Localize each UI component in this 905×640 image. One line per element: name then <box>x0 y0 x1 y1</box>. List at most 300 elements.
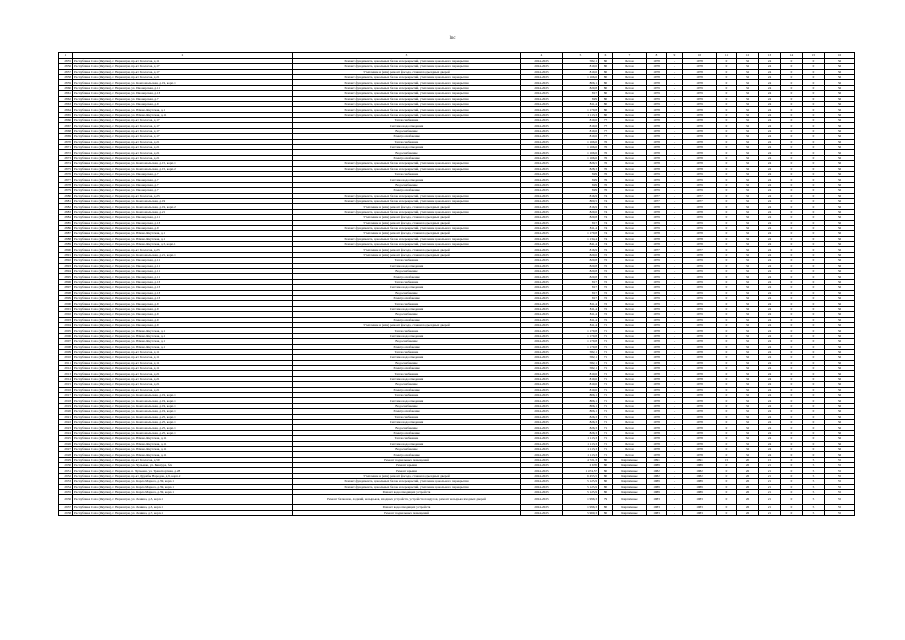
table-cell: 826,5 <box>563 161 599 166</box>
table-cell: 0 <box>803 312 825 317</box>
table-cell: 0 <box>781 161 803 166</box>
table-cell: 32 <box>737 96 759 101</box>
table-cell: - <box>667 269 683 274</box>
table-cell: 0 <box>781 349 803 354</box>
table-cell: 56 <box>825 263 855 268</box>
table-cell: 2024-2025 <box>521 376 563 381</box>
column-header: 5 <box>563 53 599 59</box>
table-cell: 0 <box>781 317 803 322</box>
table-cell: 2024-2025 <box>521 85 563 90</box>
table-cell: 24 <box>759 193 781 198</box>
table-cell: 829 <box>563 182 599 187</box>
table-cell: Бетон <box>613 107 647 112</box>
table-cell: 0 <box>717 58 737 63</box>
table-cell: Бетон <box>613 339 647 344</box>
table-cell: Бетон <box>613 220 647 225</box>
table-cell: 2919 <box>59 403 73 408</box>
table-cell: Водоснабжение <box>293 339 521 344</box>
table-cell: 0 <box>803 139 825 144</box>
table-cell: 26 <box>737 473 759 478</box>
table-cell: 1979 <box>647 285 667 290</box>
table-cell: 2860 <box>59 85 73 90</box>
table-cell: 2877 <box>59 177 73 182</box>
table-cell: 76 <box>599 150 613 155</box>
table-cell: Электроснабжение <box>293 134 521 139</box>
table-cell: 819,6 <box>563 134 599 139</box>
table-cell: 71 <box>599 355 613 360</box>
table-cell: Кирпичные <box>613 479 647 484</box>
table-cell: 0 <box>803 177 825 182</box>
table-cell: 1978 <box>683 64 717 69</box>
table-cell: Электроснабжение <box>293 155 521 160</box>
table-cell: Система водоотведения <box>293 263 521 268</box>
table-cell: 1978 <box>683 107 717 112</box>
table-cell: 0 <box>781 128 803 133</box>
table-cell: 0 <box>717 360 737 365</box>
table-cell: - <box>667 204 683 209</box>
table-cell: 0 <box>803 118 825 123</box>
table-cell: Республика Саха (Якутия), г. Нерюнгри, ул. Комсомольская, д.19, корп.1 <box>73 403 293 408</box>
table-cell: 56 <box>825 236 855 241</box>
table-cell: 24 <box>759 403 781 408</box>
table-cell: 32 <box>737 398 759 403</box>
table-cell: 80 <box>599 58 613 63</box>
table-cell: 1978 <box>647 355 667 360</box>
table-cell: 0 <box>803 134 825 139</box>
table-cell: 1979 <box>683 182 717 187</box>
table-cell: 80 <box>599 74 613 79</box>
table-cell: 0 <box>803 295 825 300</box>
table-cell: Республика Саха (Якутия), г. Нерюнгри, ул. Комсомольская, д.25, корп.1 <box>73 414 293 419</box>
table-cell: 2024-2025 <box>521 333 563 338</box>
table-cell: 0 <box>717 101 737 106</box>
table-cell: 72 <box>599 317 613 322</box>
table-cell: 0 <box>781 252 803 257</box>
table-cell: 32 <box>737 123 759 128</box>
page-title: lnc <box>449 36 456 41</box>
column-header: 4 <box>521 53 563 59</box>
table-cell: 0 <box>781 150 803 155</box>
table-cell: 72 <box>599 263 613 268</box>
table-cell: - <box>667 252 683 257</box>
table-cell: - <box>667 118 683 123</box>
table-cell: - <box>667 425 683 430</box>
table-cell: 2024-2025 <box>521 166 563 171</box>
table-cell: 2024-2025 <box>521 177 563 182</box>
table-cell: 32 <box>737 409 759 414</box>
table-cell: 24 <box>759 101 781 106</box>
table-cell: - <box>667 139 683 144</box>
table-cell: 2922 <box>59 419 73 424</box>
table-cell: 2897 <box>59 285 73 290</box>
table-cell: 0 <box>717 204 737 209</box>
table-cell: 24 <box>759 112 781 117</box>
table-cell: 1979 <box>647 258 667 263</box>
table-cell: 1979 <box>647 301 667 306</box>
table-cell: 15 <box>717 457 737 462</box>
table-cell: 1983 <box>683 505 717 510</box>
table-cell: 56 <box>825 355 855 360</box>
table-cell: 24 <box>759 150 781 155</box>
table-cell: Республика Саха (Якутия), г. Нерюнгри, пр-кт Геологов, д.17 <box>73 134 293 139</box>
table-cell: Водоснабжение <box>293 382 521 387</box>
table-cell: Бетон <box>613 139 647 144</box>
table-cell: 1979 <box>647 225 667 230</box>
table-cell: 24 <box>759 306 781 311</box>
table-cell: 24 <box>759 231 781 236</box>
table-cell: 0 <box>717 220 737 225</box>
table-cell: 1982 <box>647 468 667 473</box>
table-cell: 56 <box>825 182 855 187</box>
table-cell: 56 <box>825 414 855 419</box>
table-cell: 1978 <box>647 366 667 371</box>
table-cell: 0 <box>781 172 803 177</box>
table-cell: 2024-2025 <box>521 430 563 435</box>
table-cell: 24 <box>759 128 781 133</box>
table-cell: 0 <box>717 446 737 451</box>
table-cell: Республика Саха (Якутия), г. Нерюнгри, ул. Пионерская, д.13 <box>73 220 293 225</box>
table-cell: 0 <box>717 295 737 300</box>
table-cell: 0 <box>717 355 737 360</box>
table-cell: 811,4 <box>563 312 599 317</box>
table-cell: 1978 <box>647 64 667 69</box>
table-cell: 32 <box>737 145 759 150</box>
table-cell: 2912 <box>59 366 73 371</box>
table-cell: 2024-2025 <box>521 393 563 398</box>
table-cell: 1978 <box>683 333 717 338</box>
table-cell: Бетон <box>613 247 647 252</box>
table-cell: Бетон <box>613 128 647 133</box>
table-cell: 0 <box>717 215 737 220</box>
table-cell: Ремонт фундамента, цокольных балок и перекрытий, утепление цокольного перекрытия <box>293 242 521 247</box>
table-cell: - <box>667 166 683 171</box>
table-cell: 24 <box>759 349 781 354</box>
table-cell: 56 <box>825 419 855 424</box>
table-cell: Бетон <box>613 333 647 338</box>
table-cell: 2024-2025 <box>521 74 563 79</box>
table-cell: 0 <box>803 269 825 274</box>
table-cell: 1 179,8 <box>563 231 599 236</box>
table-cell: 5 <box>803 505 825 510</box>
table-cell: 1979 <box>683 225 717 230</box>
column-header: 16 <box>825 53 855 59</box>
table-cell: 2024-2025 <box>521 468 563 473</box>
table-cell: - <box>667 193 683 198</box>
table-cell: 56 <box>825 112 855 117</box>
table-cell: 2024-2025 <box>521 91 563 96</box>
table-cell: 2893 <box>59 263 73 268</box>
table-cell: - <box>667 387 683 392</box>
table-cell: 76 <box>599 172 613 177</box>
table-cell: 1977 <box>647 193 667 198</box>
table-cell: 0 <box>781 91 803 96</box>
table-cell: 1978 <box>647 74 667 79</box>
table-cell: 2024-2025 <box>521 355 563 360</box>
table-cell: 1979 <box>647 279 667 284</box>
table-cell: - <box>667 328 683 333</box>
table-cell: 2924 <box>59 430 73 435</box>
table-cell: Теплоснабжение <box>293 139 521 144</box>
table-cell: - <box>667 145 683 150</box>
table-cell: 32 <box>737 107 759 112</box>
table-cell: 2921 <box>59 414 73 419</box>
table-cell: 1978 <box>647 344 667 349</box>
table-cell: 24 <box>759 274 781 279</box>
table-cell: 2024-2025 <box>521 441 563 446</box>
table-cell: 1978 <box>683 80 717 85</box>
table-cell: 0 <box>781 155 803 160</box>
table-cell: 1989 <box>683 490 717 495</box>
table-cell: - <box>667 225 683 230</box>
table-cell: Бетон <box>613 118 647 123</box>
table-cell: 1978 <box>647 419 667 424</box>
table-cell: 80 <box>599 69 613 74</box>
table-cell: 5 <box>803 479 825 484</box>
table-cell: Республика Саха (Якутия), г. Нерюнгри, пр-кт Геологов, д.21 <box>73 150 293 155</box>
table-cell: 0 <box>781 209 803 214</box>
table-cell: 0 <box>717 263 737 268</box>
table-cell: 21 <box>759 505 781 510</box>
table-cell: Теплоснабжение <box>293 301 521 306</box>
table-cell: 74 <box>599 193 613 198</box>
table-cell: 0 <box>781 193 803 198</box>
table-cell: Водоснабжение <box>293 312 521 317</box>
table-cell: 24 <box>759 290 781 295</box>
table-cell: 56 <box>825 123 855 128</box>
column-header: 6 <box>599 53 613 59</box>
table-cell: 1977 <box>647 247 667 252</box>
table-cell: 0 <box>717 252 737 257</box>
table-cell: Теплоснабжение <box>293 258 521 263</box>
table-cell: 24 <box>759 371 781 376</box>
table-cell: - <box>667 473 683 478</box>
table-cell: 56 <box>825 198 855 203</box>
table-cell: 2872 <box>59 150 73 155</box>
table-cell: 0 <box>803 441 825 446</box>
table-cell: 0 <box>717 69 737 74</box>
table-cell: Теплоснабжение <box>293 349 521 354</box>
table-cell: 0 <box>781 134 803 139</box>
table-cell: Водоснабжение <box>293 128 521 133</box>
table-cell: 0 <box>781 58 803 63</box>
table-cell: 0 <box>717 510 737 515</box>
table-cell: Республика Саха (Якутия), г. Нерюнгри, ул. Южно-Якутская, д.1 <box>73 333 293 338</box>
table-cell: 0 <box>717 441 737 446</box>
table-cell: Республика Саха (Якутия), г. Нерюнгри, ул. Пионерская, д.11 <box>73 85 293 90</box>
table-cell: 1978 <box>683 74 717 79</box>
table-cell: Республика Саха (Якутия), г. Нерюнгри, пр-кт Геологов, д.11 <box>73 355 293 360</box>
table-cell: Ремонт подвальных помещений <box>293 457 521 462</box>
table-cell: 0 <box>803 123 825 128</box>
table-cell: 817 <box>563 279 599 284</box>
table-cell: 806,1 <box>563 403 599 408</box>
table-cell: 1978 <box>683 339 717 344</box>
table-cell: Система водоотведения <box>293 333 521 338</box>
table-cell: 56 <box>825 91 855 96</box>
table-cell: 582,1 <box>563 360 599 365</box>
table-cell: 55 <box>825 463 855 468</box>
table-cell: 2882 <box>59 204 73 209</box>
table-cell: 1978 <box>647 333 667 338</box>
table-cell: Ремонт фундамента, цокольных балок и перекрытий, утепление цокольного перекрытия <box>293 225 521 230</box>
table-cell: - <box>667 490 683 495</box>
table-cell: - <box>667 188 683 193</box>
table-cell: 71 <box>599 382 613 387</box>
table-cell: 2903 <box>59 317 73 322</box>
table-cell: Республика Саха (Якутия), г. Нерюнгри, ул. Комсомольская, д.19, корп.2 <box>73 204 293 209</box>
table-cell: 24 <box>759 339 781 344</box>
table-cell: 24 <box>759 188 781 193</box>
table-cell: 0 <box>781 247 803 252</box>
table-cell: - <box>667 258 683 263</box>
table-cell: 2929 <box>59 457 73 462</box>
table-cell: - <box>667 279 683 284</box>
table-cell: 0 <box>717 91 737 96</box>
table-cell: 1978 <box>647 107 667 112</box>
table-cell: Бетон <box>613 393 647 398</box>
table-cell: 0 <box>803 376 825 381</box>
table-cell: - <box>667 182 683 187</box>
table-cell: 72 <box>599 252 613 257</box>
table-cell: 24 <box>759 91 781 96</box>
table-cell: 2024-2025 <box>521 446 563 451</box>
table-cell: 74 <box>599 209 613 214</box>
table-cell: 0 <box>803 96 825 101</box>
table-cell: 0 <box>781 479 803 484</box>
table-cell: 24 <box>759 64 781 69</box>
table-cell: 2934 <box>59 484 73 489</box>
table-cell: 26 <box>737 510 759 515</box>
table-cell: 0 <box>717 209 737 214</box>
table-cell: 2024-2025 <box>521 285 563 290</box>
column-header: 10 <box>683 53 717 59</box>
table-cell: Республика Саха (Якутия), г. Нерюнгри, ул. Комсомольская, д.19, корп.1 <box>73 409 293 414</box>
table-cell: 0 <box>781 446 803 451</box>
table-cell: 817 <box>563 220 599 225</box>
table-cell: Утепление и (или) ремонт фасада, ставни подъездных дверей <box>293 204 521 209</box>
table-cell: 0 <box>781 366 803 371</box>
table-cell: 56 <box>825 145 855 150</box>
table-cell: 0 <box>803 398 825 403</box>
table-cell: Республика Саха (Якутия), г. Нерюнгри, ул. Пионерская, д.7 <box>73 188 293 193</box>
table-cell: 2024-2025 <box>521 215 563 220</box>
table-cell: 811,4 <box>563 301 599 306</box>
table-cell: 828,3 <box>563 166 599 171</box>
table-cell: 71 <box>599 452 613 457</box>
table-cell: 24 <box>759 387 781 392</box>
table-cell: 80 <box>599 484 613 489</box>
table-cell: 0 <box>781 231 803 236</box>
table-cell: 1978 <box>647 441 667 446</box>
table-cell: Бетон <box>613 69 647 74</box>
table-cell: Ремонт фундамента, цокольных балок и перекрытий, утепление цокольного перекрытия <box>293 198 521 203</box>
table-cell: 56 <box>825 101 855 106</box>
table-cell: 817 <box>563 285 599 290</box>
table-cell: 0 <box>781 107 803 112</box>
table-cell: 32 <box>737 182 759 187</box>
table-cell: 0 <box>803 80 825 85</box>
table-cell: 1 113,3 <box>563 452 599 457</box>
table-cell: 32 <box>737 317 759 322</box>
table-cell: 56 <box>825 177 855 182</box>
table-cell: Республика Саха (Якутия), г. Нерюнгри, ул. Южно-Якутская, д.11 <box>73 112 293 117</box>
table-cell: 2904 <box>59 322 73 327</box>
table-cell: 56 <box>825 398 855 403</box>
table-cell: 2024-2025 <box>521 123 563 128</box>
table-cell: 71 <box>599 349 613 354</box>
table-cell: 24 <box>759 441 781 446</box>
table-cell: 2894 <box>59 269 73 274</box>
table-cell: Кирпичные <box>613 468 647 473</box>
table-cell: 0 <box>717 150 737 155</box>
table-cell: Бетон <box>613 101 647 106</box>
table-cell: 74 <box>599 242 613 247</box>
table-cell: 24 <box>759 398 781 403</box>
table-cell: 32 <box>737 269 759 274</box>
table-cell: 0 <box>717 182 737 187</box>
table-cell: 0 <box>717 317 737 322</box>
table-cell: 1979 <box>683 220 717 225</box>
table-cell: 2024-2025 <box>521 495 563 505</box>
table-cell: 0 <box>717 312 737 317</box>
table-cell: 5 <box>803 473 825 478</box>
table-cell: 1978 <box>683 403 717 408</box>
table-cell: 0 <box>717 339 737 344</box>
table-cell: 56 <box>825 128 855 133</box>
table-cell: 0 <box>781 242 803 247</box>
table-cell: - <box>667 403 683 408</box>
table-cell: 56 <box>825 436 855 441</box>
table-cell: Республика Саха (Якутия), г. Нерюнгри, пр-кт Геологов, д.17 <box>73 123 293 128</box>
table-cell: 0 <box>781 285 803 290</box>
table-cell: 1979 <box>647 312 667 317</box>
table-cell: Республика Саха (Якутия), г. Нерюнгри, ул. Комсомольская, д.25, корп.1 <box>73 425 293 430</box>
table-cell: 2024-2025 <box>521 161 563 166</box>
table-cell: 1978 <box>683 134 717 139</box>
table-cell: 71 <box>599 409 613 414</box>
table-cell: 24 <box>759 301 781 306</box>
table-cell: 816,9 <box>563 247 599 252</box>
capital-repair-table <box>58 52 855 516</box>
table-cell: Республика Саха (Якутия), г. Нерюнгри, пр-кт Геологов, д.21 <box>73 155 293 160</box>
table-cell: 2024-2025 <box>521 463 563 468</box>
table-cell: Бетон <box>613 269 647 274</box>
table-cell: 2024-2025 <box>521 295 563 300</box>
table-cell: 0 <box>717 398 737 403</box>
table-cell: 32 <box>737 360 759 365</box>
table-cell: 55 <box>825 505 855 510</box>
table-cell: Бетон <box>613 344 647 349</box>
table-cell: 2024-2025 <box>521 231 563 236</box>
table-cell: 582,1 <box>563 58 599 63</box>
column-header: 11 <box>717 53 737 59</box>
table-cell: Бетон <box>613 85 647 90</box>
table-cell: 1978 <box>683 409 717 414</box>
table-cell: 1979 <box>683 269 717 274</box>
table-cell: Бетон <box>613 274 647 279</box>
table-cell: 56 <box>825 242 855 247</box>
table-cell: 56 <box>825 371 855 376</box>
table-cell: Бетон <box>613 198 647 203</box>
table-cell: 71 <box>599 322 613 327</box>
table-cell: 0 <box>717 274 737 279</box>
table-cell: 2024-2025 <box>521 366 563 371</box>
table-cell: Бетон <box>613 258 647 263</box>
table-cell: 26 <box>737 490 759 495</box>
table-cell: 21 <box>759 463 781 468</box>
table-cell: 32 <box>737 366 759 371</box>
table-cell: 56 <box>825 155 855 160</box>
